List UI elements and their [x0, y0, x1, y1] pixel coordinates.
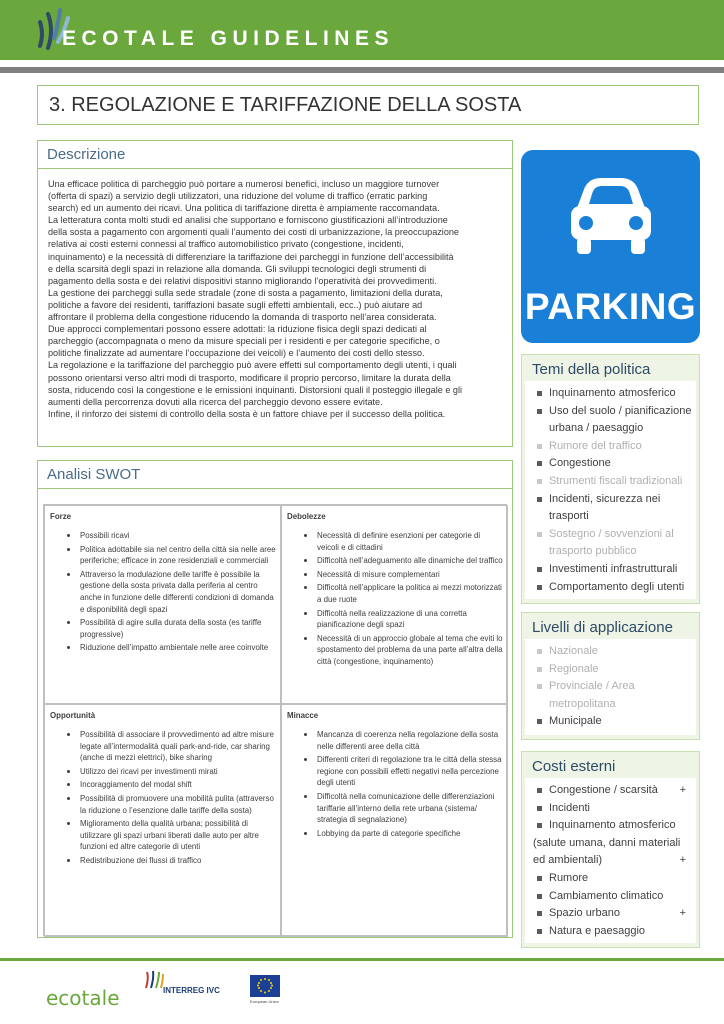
costi-item-continuation-text: ed ambientali) [533, 854, 603, 867]
swot-item: Lobbying da parte di categorie specifiche [287, 828, 503, 840]
temi-item: Investimenti infrastrutturali [533, 561, 692, 579]
livelli-item: Municipale [533, 713, 692, 731]
costi-item-label: Congestione / scarsità [549, 784, 658, 796]
eu-caption: European Union [250, 999, 279, 1004]
description-line: politiche finalizzate ad aumentare l’occupazione dei veicoli) e l’aumento dei costi dello stesso. [48, 348, 425, 359]
swot-item: Difficoltà nell’adeguamento alle dinamiche del traffico [287, 555, 503, 567]
costi-item-label: Inquinamento atmosferico [549, 819, 676, 832]
temi-item: Sostegno / sovvenzioni al trasporto pubblico [533, 526, 692, 561]
swot-table [43, 504, 507, 936]
parking-sign [521, 150, 700, 343]
costi-item-label: Cambiamento climatico [549, 889, 664, 902]
temi-item: Comportamento degli utenti [533, 579, 692, 597]
section-title: 3. REGOLAZIONE E TARIFFAZIONE DELLA SOSTA [49, 94, 522, 116]
car-icon [521, 150, 700, 280]
temi-list [525, 381, 696, 599]
swot-item: Possibilità di associare il provvedimento ad altre misure legate all’intermodalità quali park-and-ride, car sharing (anche di mezzi elettrici), bike sharing [50, 729, 276, 764]
swot-item: Attraverso la modulazione delle tariffe è possibile la gestione della sosta privata dalla periferia al centro anche in funzione delle differenti condizioni di domanda e disponibilità degli spazi [50, 569, 276, 615]
temi-item: Strumenti fiscali tradizionali [533, 473, 692, 491]
livelli-item: Provinciale / Area metropolitana [533, 678, 692, 713]
description-heading: Descrizione [38, 141, 512, 169]
swot-item: Difficoltà nell’applicare la politica ai mezzi motorizzati a due ruote [287, 582, 503, 605]
costi-item [533, 905, 692, 923]
description-line: e della scarsità degli spazi in relazione alla domanda. Gli sviluppi tecnologici degli strumenti di [48, 263, 427, 274]
costi-plus: + [679, 784, 686, 796]
swot-debolezze [281, 505, 508, 704]
livelli-heading: Livelli di applicazione [522, 613, 699, 639]
eu-flag-icon [250, 975, 280, 997]
costi-item [533, 800, 692, 818]
description-line: Infine, il rinforzo dei sistemi di controllo della sosta è un fattore chiave per il successo della politica. [48, 408, 446, 419]
costi-list [525, 778, 696, 943]
description-line: La gestione dei parcheggi sulla sede stradale (zone di sosta a pagamento, limitazioni della durata, [48, 287, 443, 298]
swot-item: Difficoltà nella realizzazione di una corretta pianificazione degli spazi [287, 608, 503, 631]
livelli-item: Nazionale [533, 643, 692, 661]
swot-item: Mancanza di coerenza nella regolazione della sosta nelle differenti aree della città [287, 729, 503, 752]
swot-item: Differenti criteri di regolazione tra le città della stessa regione con possibili effetti negativi nella percezione degli utenti [287, 754, 503, 789]
costi-item [533, 923, 692, 941]
livelli-item: Regionale [533, 661, 692, 679]
description-line: relativa ai costi esterni connessi al traffico automobilistico privato (congestione, incidenti, [48, 239, 404, 250]
costi-panel [521, 751, 700, 948]
swot-item: Possibili ricavi [50, 530, 276, 542]
costi-plus: + [679, 854, 686, 867]
swot-item: Incoraggiamento del modal shift [50, 779, 276, 791]
description-panel [37, 140, 513, 447]
swot-panel [37, 460, 513, 938]
description-line: affrontare il problema della congestione riducendo la domanda di trasporto nell’area considerata. [48, 312, 437, 323]
swot-item: Politica adottabile sia nel centro della città sia nelle aree periferiche; efficace in zone residenziali e commerciali [50, 544, 276, 567]
costi-item-label: Natura e paesaggio [549, 924, 646, 937]
swot-minacce-title: Minacce [287, 711, 319, 720]
costi-item-continuation [533, 852, 692, 870]
swot-minacce [281, 704, 508, 937]
swot-item: Difficoltà nella comunicazione delle differenziazioni tariffarie all’interno della rete urbana (sistema/ strategia di segnalazione) [287, 791, 503, 826]
interreg-label: INTERREG IVC [163, 986, 220, 995]
ecotale-logo: ecotale [46, 986, 120, 1010]
description-line: pagamento della sosta e dei relativi dispositivi stanno migliorando l’operatività dei provvedimenti. [48, 275, 437, 286]
description-line: (offerta di spazi) a servizio degli utilizzatori, una riduzione del volume di traffico (erratic parking [48, 191, 428, 202]
swot-item: Necessità di misure complementari [287, 569, 503, 581]
swot-item: Necessità di un approccio globale al tema che eviti lo spostamento del problema da una parte all’altra della città (congestione, inquinamento) [287, 633, 503, 668]
swot-debolezze-title: Debolezze [287, 512, 326, 521]
swot-forze-title: Forze [50, 512, 72, 521]
description-line: inquinamento) e la necessità di differenziare la tariffazione dei parcheggi in funzione dell’accessibilità [48, 251, 454, 262]
footer-rule [0, 958, 724, 961]
description-body [38, 169, 512, 420]
temi-item: Uso del suolo / pianificazione urbana / paesaggio [533, 403, 692, 438]
swot-item: Riduzione dell’impatto ambientale nelle aree coinvolte [50, 642, 276, 654]
swot-item: Possibilità di agire sulla durata della sosta (es tariffe progressive) [50, 617, 276, 640]
description-line: aumenti della percorrenza dovuti alla ricerca del parcheggio devono essere evitate. [48, 396, 383, 407]
costi-item-label: Rumore [549, 871, 589, 884]
temi-heading: Temi della politica [522, 355, 699, 381]
temi-item: Rumore del traffico [533, 438, 692, 456]
swot-opportunita [44, 704, 281, 937]
swot-item: Redistribuzione dei flussi di traffico [50, 855, 276, 867]
costi-item [533, 870, 692, 888]
description-line: La regolazione e la tariffazione del parcheggio può avere effetti sul comportamento degli utenti, i quali [48, 360, 457, 371]
livelli-list [525, 639, 696, 735]
section-title-box [37, 85, 699, 125]
costi-plus: + [679, 907, 686, 920]
description-line: possono orientarsi verso altri modi di trasporto, modificare il proprio percorso, limitare la durata della [48, 372, 451, 383]
header-title: ECOTALE GUIDELINES [62, 27, 394, 50]
description-line: La letteratura conta molti studi ed analisi che supportano e forniscono giustificazioni all’introduzione [48, 215, 448, 226]
header-band [0, 0, 724, 60]
swot-item: Necessità di definire esenzioni per categorie di veicoli e di cittadini [287, 530, 503, 553]
livelli-panel [521, 612, 700, 740]
temi-panel [521, 354, 700, 604]
temi-item: Incidenti, sicurezza nei trasporti [533, 491, 692, 526]
header-rule [0, 67, 724, 73]
swot-heading: Analisi SWOT [38, 461, 512, 489]
swot-forze [44, 505, 281, 704]
costi-item [533, 888, 692, 906]
description-line: della sosta a pagamento con argomenti quali l’aumento dei costi di urbanizzazione, la preoccupazione [48, 227, 459, 238]
description-line: parcheggio (accompagnata o meno da misure speciali per i residenti e per categorie specifiche, o [48, 336, 440, 347]
costi-item-label: Incidenti [549, 801, 590, 814]
interreg-mark-icon [143, 970, 165, 990]
temi-item: Inquinamento atmosferico [533, 385, 692, 403]
description-line: Due approcci complementari possono essere adottati: la riduzione fisica degli spazi dedicati al [48, 324, 427, 335]
description-line: Una efficace politica di parcheggio può portare a numerosi benefici, incluso un maggiore turnover [48, 179, 440, 189]
description-line: politiche a favore dei residenti, tariffazioni basate sugli effetti ambientali, ecc..) può aiutare ad [48, 299, 423, 310]
eu-stars-icon [250, 975, 280, 997]
swot-opportunita-title: Opportunità [50, 711, 96, 720]
swot-item: Miglioramento della qualità urbana; possibilità di utilizzare gli spazi urbani liberati dalle auto per altre funzioni ed altre categorie di utenti [50, 818, 276, 853]
costi-item-label: Spazio urbano [549, 907, 620, 920]
interreg-logo [143, 970, 223, 1010]
costi-heading: Costi esterni [522, 752, 699, 778]
swot-item: Utilizzo dei ricavi per investimenti mirati [50, 766, 276, 778]
costi-item-continuation: (salute umana, danni materiali [533, 836, 681, 849]
costi-item [533, 817, 692, 835]
costi-item [533, 782, 692, 800]
description-line: sosta, riducendo così la congestione e le emissioni inquinanti. Distorsioni quali il posteggio illegale e gli [48, 384, 463, 395]
description-line: search) ed un aumento dei ricavi. Una politica di tariffazione diretta è ampiamente raccomandata. [48, 203, 440, 214]
swot-item: Possibilità di promuovere una mobilità pulita (attraverso la riduzione o l’esenzione dalle tariffe della sosta) [50, 793, 276, 816]
temi-item: Congestione [533, 455, 692, 473]
parking-label: PARKING [524, 286, 697, 327]
